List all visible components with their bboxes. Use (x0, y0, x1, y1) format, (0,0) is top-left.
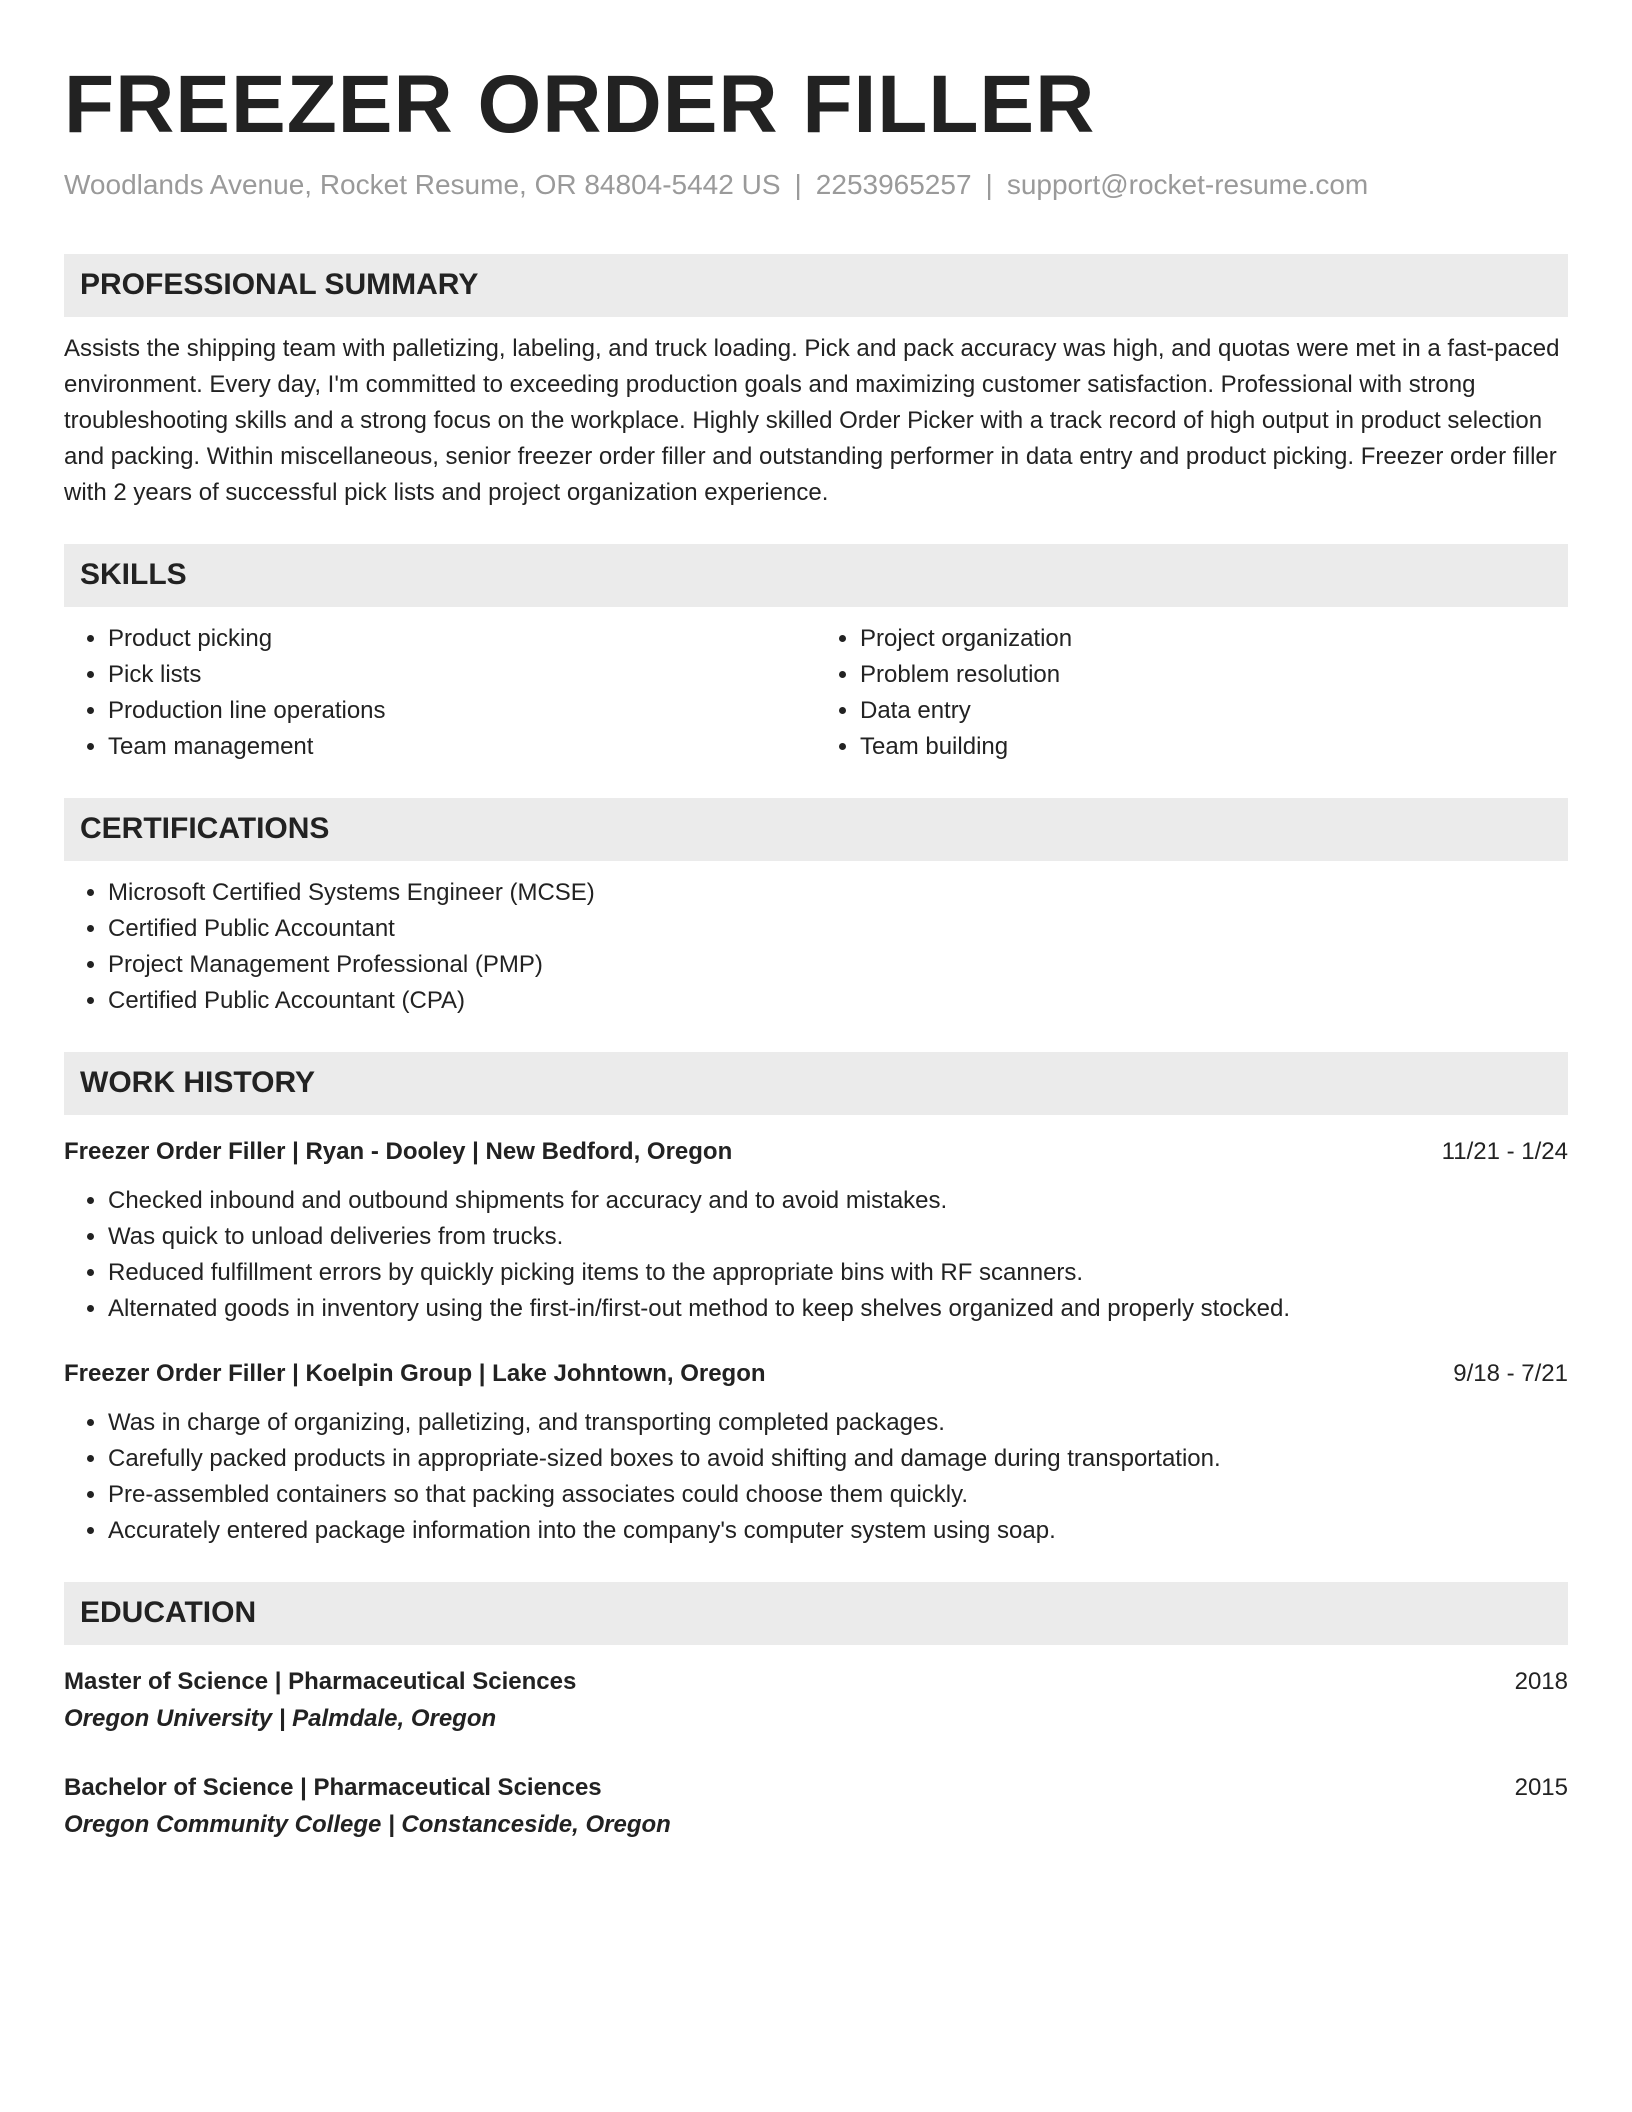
job-bullet: • Accurately entered package information into the company's computer system using soap. (108, 1513, 1568, 1549)
certifications-list (64, 875, 1568, 1019)
contact-separator: | (985, 169, 993, 200)
skills-column-left (64, 621, 816, 765)
job-bullets (64, 1405, 1568, 1549)
resume-title: FREEZER ORDER FILLER (64, 59, 1096, 150)
skill-item: • Team building (860, 729, 1568, 765)
certification-item: • Certified Public Accountant (CPA) (108, 983, 1568, 1019)
job-dates: 11/21 - 1/24 (1441, 1137, 1568, 1165)
education-header (64, 1771, 1568, 1805)
job-title: Freezer Order Filler | Ryan - Dooley | New Bedford, Oregon (64, 1137, 733, 1165)
job-bullet: • Was quick to unload deliveries from trucks. (108, 1219, 1568, 1255)
section-header-certifications: CERTIFICATIONS (64, 798, 1568, 861)
certification-item: • Microsoft Certified Systems Engineer (MCSE) (108, 875, 1568, 911)
section-header-summary: PROFESSIONAL SUMMARY (64, 254, 1568, 317)
skill-item: • Data entry (860, 693, 1568, 729)
job-entry (64, 1357, 1568, 1549)
section-header-education: EDUCATION (64, 1582, 1568, 1645)
address: Woodlands Avenue, Rocket Resume, OR 84804-5442 US (64, 169, 781, 200)
skill-item: • Problem resolution (860, 657, 1568, 693)
skill-item: • Production line operations (108, 693, 816, 729)
skill-item: • Product picking (108, 621, 816, 657)
job-bullets (64, 1183, 1568, 1327)
skills-list (64, 607, 1568, 765)
skills-column-right (816, 621, 1568, 765)
graduation-year: 2018 (1514, 1667, 1568, 1695)
education-header (64, 1665, 1568, 1699)
job-dates: 9/18 - 7/21 (1453, 1359, 1568, 1387)
skill-item: • Project organization (860, 621, 1568, 657)
school: Oregon Community College | Constanceside, Oregon (64, 1810, 671, 1838)
education-entry (64, 1771, 1568, 1845)
job-title: Freezer Order Filler | Koelpin Group | Lake Johntown, Oregon (64, 1359, 766, 1387)
section-header-skills: SKILLS (64, 544, 1568, 607)
certification-item: • Certified Public Accountant (108, 911, 1568, 947)
summary-text: Assists the shipping team with palletizing, labeling, and truck loading. Pick and pack accuracy was high, and quotas were met in a fast-paced environment. Every day, I'm committed to exceeding production goals and maximizing customer satisfaction. Professional with strong troubleshooting skills and a strong focus on the workplace. Highly skilled Order Picker with a track record of high output in product selection and packing. Within miscellaneous, senior freezer order filler and outstanding performer in data entry and product picking. Freezer order filler with 2 years of successful pick lists and project organization experience. (64, 334, 1560, 506)
job-bullet: • Was in charge of organizing, palletizing, and transporting completed packages. (108, 1405, 1568, 1441)
job-entry (64, 1135, 1568, 1327)
job-bullet: • Alternated goods in inventory using the first-in/first-out method to keep shelves organized and properly stocked. (108, 1291, 1568, 1327)
job-bullet: • Checked inbound and outbound shipments for accuracy and to avoid mistakes. (108, 1183, 1568, 1219)
education-entry (64, 1665, 1568, 1739)
job-bullet: • Carefully packed products in appropriate-sized boxes to avoid shifting and damage during transportation. (108, 1441, 1568, 1477)
job-bullet: • Reduced fulfillment errors by quickly picking items to the appropriate bins with RF scanners. (108, 1255, 1568, 1291)
email: support@rocket-resume.com (1006, 169, 1369, 200)
job-bullet: • Pre-assembled containers so that packing associates could choose them quickly. (108, 1477, 1568, 1513)
skill-item: • Pick lists (108, 657, 816, 693)
contact-separator: | (794, 169, 802, 200)
graduation-year: 2015 (1514, 1773, 1568, 1801)
job-header (64, 1357, 1568, 1391)
phone: 2253965257 (815, 169, 972, 200)
contact-line (64, 168, 1568, 202)
section-header-work-history: WORK HISTORY (64, 1052, 1568, 1115)
school: Oregon University | Palmdale, Oregon (64, 1704, 497, 1732)
degree: Bachelor of Science | Pharmaceutical Sciences (64, 1773, 602, 1801)
degree: Master of Science | Pharmaceutical Sciences (64, 1667, 577, 1695)
job-header (64, 1135, 1568, 1169)
skill-item: • Team management (108, 729, 816, 765)
certification-item: • Project Management Professional (PMP) (108, 947, 1568, 983)
